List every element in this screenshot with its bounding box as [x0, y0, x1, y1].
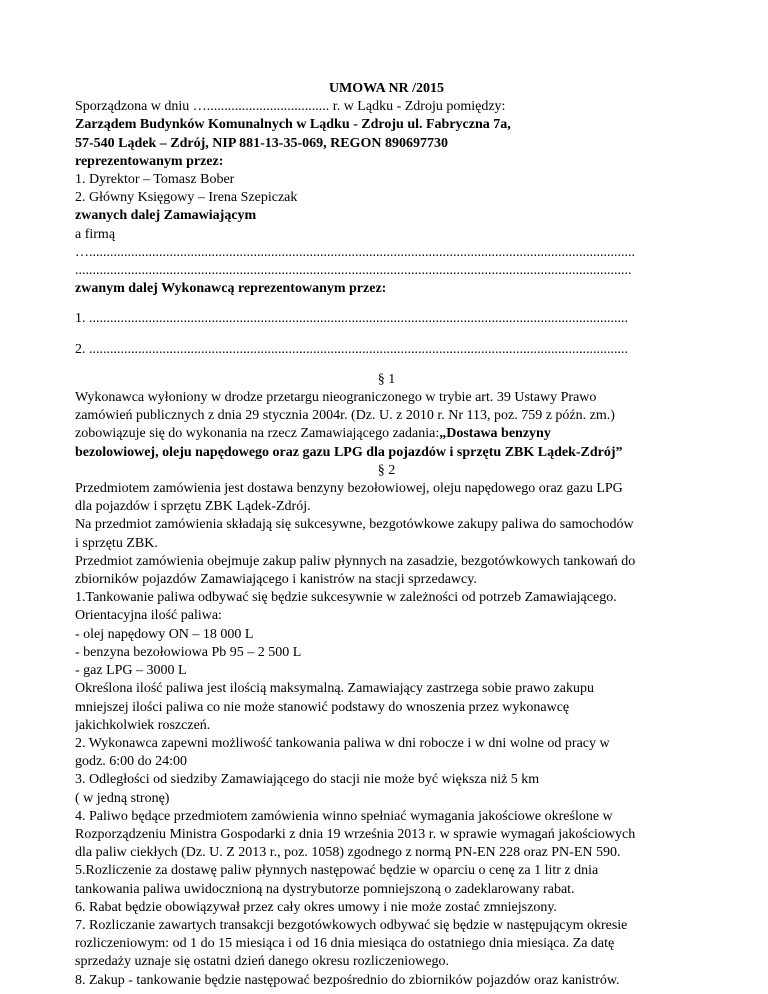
represented-by-label: reprezentowanym przez:: [75, 153, 224, 169]
and-firm-label: a firmą: [75, 226, 116, 242]
contract-title: UMOWA NR /2015: [328, 81, 445, 96]
section-2-line: - olej napędowy ON – 18 000 L: [75, 626, 254, 642]
section-2-line: 5.Rozliczenie za dostawę paliw płynnych następować będzie w oparciu o cenę za 1 litr z dnia: [75, 863, 599, 879]
section-2-line: 1.Tankowanie paliwa odbywać się będzie sukcesywnie w zależności od potrzeb Zamawiającego.: [75, 590, 617, 606]
section-2-line: rozliczeniowym: od 1 do 15 miesiąca i od 16 dnia miesiąca do ostatniego dnia miesiąca. Za datę: [75, 936, 615, 952]
section-2-line: i sprzętu ZBK.: [75, 535, 158, 551]
section-2-body: [75, 480, 698, 990]
section-1-mark: § 1: [377, 371, 396, 387]
section-2-line: mniejszej ilości paliwa co nie może stanowić podstawy do wnoszenia przez wykonawcę: [75, 699, 570, 715]
contractor-rep-blank-2: 2. ..........................................................................................................................................................: [75, 341, 628, 357]
firm-blank-line-1: …............................................................................................................................................................: [75, 244, 635, 260]
section-2-line: - gaz LPG – 3000 L: [75, 663, 187, 679]
ordering-party-label: zwanych dalej Zamawiającym: [75, 208, 257, 224]
firm-blank-line-2: ...............................................................................................................................................................: [75, 263, 632, 279]
section-2-line: tankowania paliwa uwidocznioną na dystrybutorze pomniejszoną o zadeklarowany rabat.: [75, 881, 575, 897]
section-2-line: 2. Wykonawca zapewni możliwość tankowania paliwa w dni robocze i w dni wolne od pracy w: [75, 735, 610, 751]
section-2-line: 7. Rozliczanie zawartych transakcji bezgotówkowych odbywać się będzie w następującym okresie: [75, 917, 628, 933]
section-2-line: jakichkolwiek roszczeń.: [75, 717, 211, 733]
task-title-start: „Dostawa benzyny: [439, 426, 551, 442]
contractor-rep-blank-1: 1. ..........................................................................................................................................................: [75, 311, 628, 327]
section-2-line: - benzyna bezołowiowa Pb 95 – 2 500 L: [75, 644, 302, 660]
contractor-label: zwanym dalej Wykonawcą reprezentowanym przez:: [75, 281, 387, 297]
section-2-line: zbiorników pojazdów Zamawiającego i kanistrów na stacji sprzedawcy.: [75, 572, 477, 588]
section-2-mark: § 2: [377, 462, 396, 478]
section-2-line: 6. Rabat będzie obowiązywał przez cały okres umowy i nie może zostać zmniejszony.: [75, 899, 557, 915]
section-2-line: ( w jedną stronę): [75, 790, 170, 806]
representative-1: 1. Dyrektor – Tomasz Bober: [75, 172, 235, 188]
section-1-line-1: Wykonawca wyłoniony w drodze przetargu nieograniczonego w trybie art. 39 Ustawy Prawo: [75, 390, 597, 406]
section-2-line: dla paliw ciekłych (Dz. U. Z 2013 r., poz. 1058) zgodnego z normą PN-EN 228 oraz PN-EN 590.: [75, 845, 621, 861]
section-2-line: Na przedmiot zamówienia składają się sukcesywne, bezgotówkowe zakupy paliwa do samochodów: [75, 517, 634, 533]
made-on-line: [75, 98, 698, 116]
task-title-end: bezolowiowej, oleju napędowego oraz gazu LPG dla pojazdów i sprzętu ZBK Lądek-Zdrój”: [75, 444, 623, 460]
section-2-line: Rozporządzeniu Ministra Gospodarki z dnia 19 września 2013 r. w sprawie wymagań jakościowych: [75, 826, 636, 842]
party-name-line-1: Zarządem Budynków Komunalnych w Lądku - Zdroju ul. Fabryczna 7a,: [75, 117, 511, 133]
party-name-line-2: 57-540 Lądek – Zdrój, NIP 881-13-35-069, REGON 890697730: [75, 135, 448, 151]
section-1-line-3: [75, 425, 698, 443]
section-2-line: godz. 6:00 do 24:00: [75, 754, 187, 770]
section-2-line: Przedmiotem zamówienia jest dostawa benzyny bezołowiowej, oleju napędowego oraz gazu LPG: [75, 481, 623, 497]
section-2-line: Przedmiot zamówienia obejmuje zakup paliw płynnych na zasadzie, bezgotówkowych tankowań do: [75, 553, 636, 569]
representative-2: 2. Główny Księgowy – Irena Szepiczak: [75, 190, 298, 206]
section-2-line: Określona ilość paliwa jest ilością maksymalną. Zamawiający zastrzega sobie prawo zakupu: [75, 681, 594, 697]
section-2-line: 4. Paliwo będące przedmiotem zamówienia winno spełniać wymagania jakościowe określone w: [75, 808, 613, 824]
section-2-line: sprzedaży uznaje się ostatni dzień danego okresu rozliczeniowego.: [75, 954, 449, 970]
section-2-line: 3. Odległości od siedziby Zamawiającego do stacji nie może być większa niż 5 km: [75, 772, 540, 788]
section-2-line: Orientacyjna ilość paliwa:: [75, 608, 222, 624]
section-1-line-2: zamówień publicznych z dnia 29 stycznia 2004r. (Dz. U. z 2010 r. Nr 113, poz. 759 z późn. zm.): [75, 408, 615, 424]
section-1-line-3-text: zobowiązuje się do wykonania na rzecz Zamawiającego zadania:: [75, 426, 440, 442]
section-2-line: dla pojazdów i sprzętu ZBK Lądek-Zdrój.: [75, 499, 311, 515]
section-2-line: 8. Zakup - tankowanie będzie następować bezpośrednio do zbiorników pojazdów oraz kanistrów.: [75, 972, 620, 988]
made-on-text: Sporządzona w dniu …................................... r. w Lądku - Zdroju pomiędzy:: [75, 99, 506, 115]
